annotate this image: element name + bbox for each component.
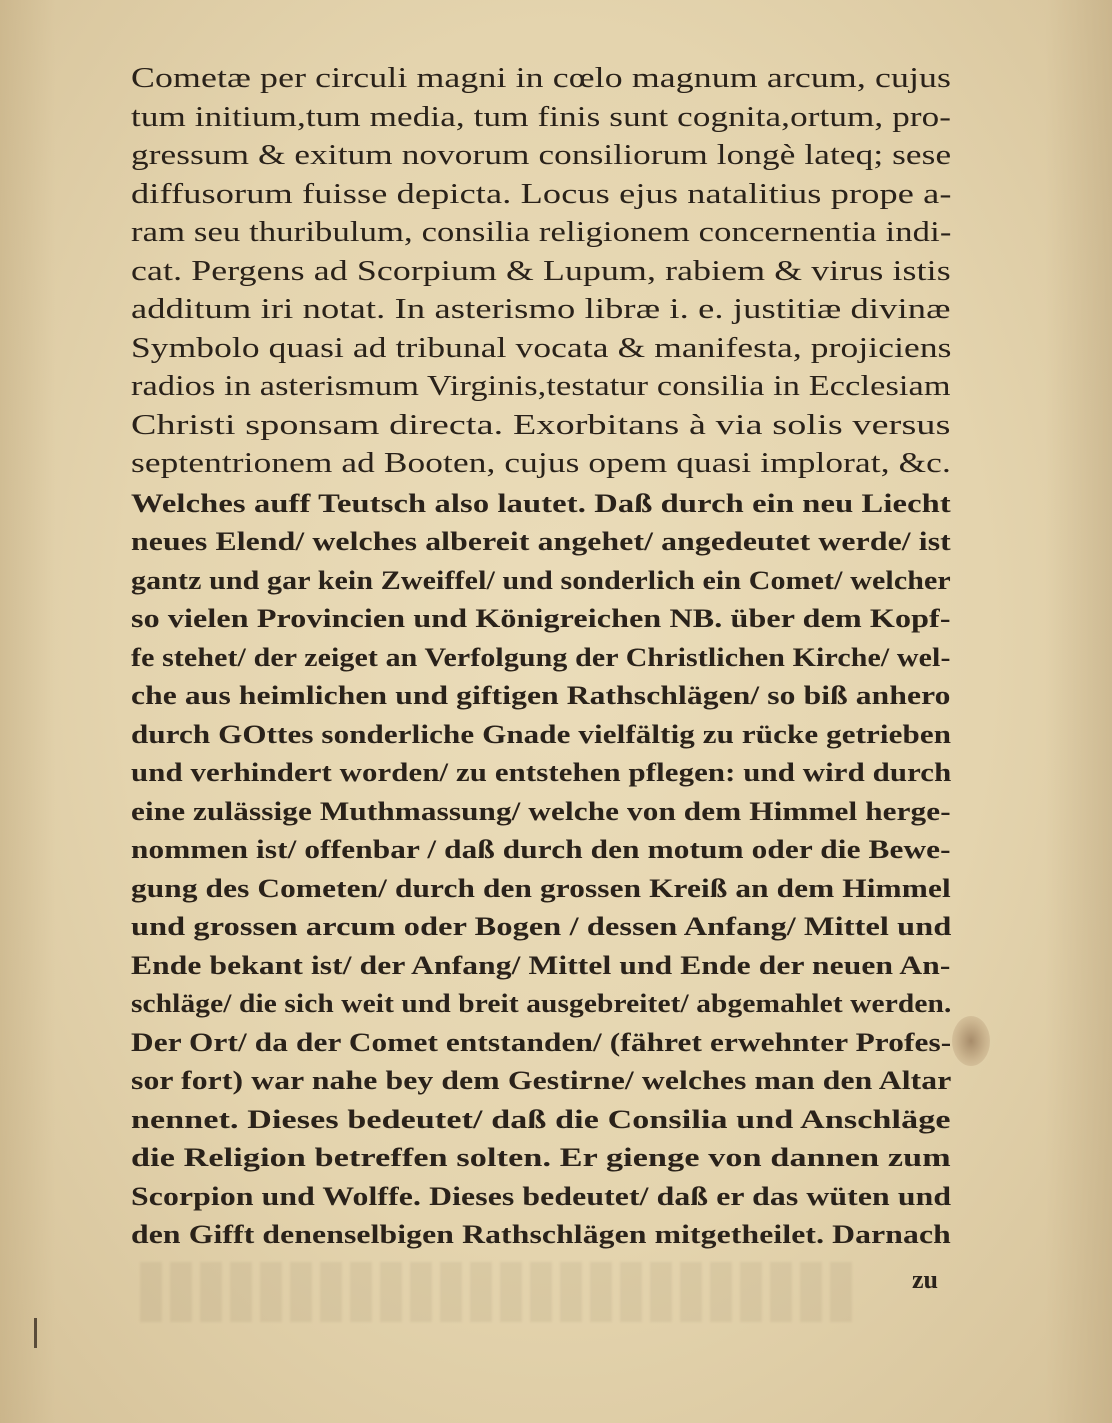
text-line: durch GOttes sonderliche Gnade vielfältig zu rücke getrieben [131, 718, 952, 749]
text-line: schläge/ die sich weit und breit ausgebreitet/ abgemahlet werden. [131, 988, 952, 1018]
text-line: ram seu thuribulum, consilia religionem concernentia indi- [131, 217, 952, 248]
text-line: tum initium,tum media, tum finis sunt cognita,ortum, pro- [131, 101, 952, 133]
text-line: cat. Pergens ad Scorpium & Lupum, rabiem & virus istis [131, 255, 951, 287]
text-line: gantz und gar kein Zweiffel/ und sonderlich ein Comet/ welcher [131, 564, 951, 595]
text-line: so vielen Provincien und Königreichen NB. über dem Kopf- [131, 603, 951, 633]
text-line: die Religion betreffen solten. Er gienge von dannen zum [131, 1142, 951, 1172]
text-line: neues Elend/ welches albereit angehet/ angedeutet werde/ ist [131, 526, 951, 556]
catchword: zu [912, 1265, 938, 1294]
body-text [131, 60, 951, 1254]
show-through-text [140, 1262, 860, 1322]
text-line: Welches auff Teutsch also lautet. Daß durch ein neu Liecht [131, 487, 951, 518]
text-line: che aus heimlichen und giftigen Rathschlägen/ so biß anhero [131, 680, 951, 710]
text-line: Christi sponsam directa. Exorbitans à via solis versus [131, 409, 951, 441]
text-line: gressum & exitum novorum consiliorum longè lateq; sese [131, 140, 952, 171]
text-line: sor fort) war nahe bey dem Gestirne/ welches man den Altar [131, 1065, 952, 1095]
text-line: Der Ort/ da der Comet entstanden/ (fähret erwehnter Profes- [131, 1026, 952, 1057]
paper-stain [952, 1016, 990, 1066]
text-line: und verhindert worden/ zu entstehen pflegen: und wird durch [131, 757, 952, 787]
text-line: additum iri notat. In asterismo libræ i. e. justitiæ divinæ [131, 294, 951, 325]
text-line: diffusorum fuisse depicta. Locus ejus natalitius prope a- [131, 178, 952, 210]
text-line: Cometæ per circuli magni in cœlo magnum arcum, cujus [131, 63, 952, 94]
text-line: Symbolo quasi ad tribunal vocata & manifesta, projiciens [131, 332, 952, 364]
edge-mark [34, 1318, 37, 1348]
text-line: nommen ist/ offenbar / daß durch den motum oder die Bewe- [131, 834, 951, 864]
text-line: Scorpion und Wolffe. Dieses bedeutet/ daß er das wüten und [131, 1180, 952, 1211]
text-line: gung des Cometen/ durch den grossen Kreiß an dem Himmel [131, 872, 951, 903]
text-line: eine zulässige Muthmassung/ welche von dem Himmel herge- [131, 795, 951, 826]
text-line: septentrionem ad Booten, cujus opem quasi implorat, &c. [131, 448, 951, 479]
text-line: radios in asterismum Virginis,testatur consilia in Ecclesiam [131, 371, 951, 402]
text-line: fe stehet/ der zeiget an Verfolgung der Christlichen Kirche/ wel- [131, 641, 951, 672]
text-line: und grossen arcum oder Bogen / dessen Anfang/ Mittel und [131, 911, 952, 941]
text-line: nennet. Dieses bedeutet/ daß die Consilia und Anschläge [131, 1103, 951, 1134]
text-line: Ende bekant ist/ der Anfang/ Mittel und Ende der neuen An- [131, 949, 951, 980]
text-line: den Gifft denenselbigen Rathschlägen mitgetheilet. Darnach [131, 1219, 951, 1249]
